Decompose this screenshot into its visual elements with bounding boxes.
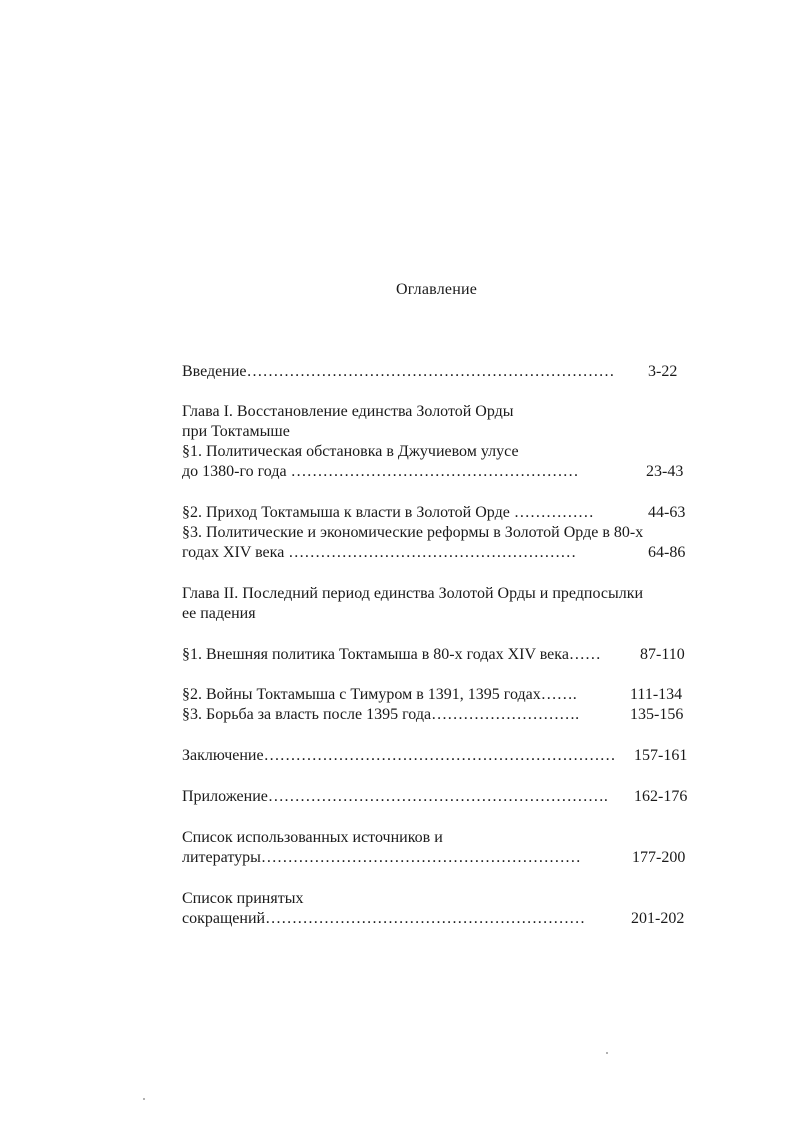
toc-chapter-2-title-cont: ее падения <box>182 605 256 622</box>
page-number: 3-22 <box>648 363 678 380</box>
toc-entry-sources: Список использованных источников и <box>182 829 443 846</box>
leader-dots: ……………………………………………… <box>288 544 577 561</box>
toc-section-1-3-cont <box>182 543 576 563</box>
entry-label: до 1380-го года <box>182 463 287 480</box>
entry-label: сокращений <box>182 910 266 927</box>
leader-dots: ……………………………………………… <box>290 463 579 480</box>
page-number: 201-202 <box>631 910 685 927</box>
entry-label: §2. Войны Токтамыша с Тимуром в 1391, 1395 годах <box>182 686 541 703</box>
toc-entry-abbreviations-cont <box>182 909 585 929</box>
toc-section-2-2 <box>182 685 577 705</box>
scan-speck <box>143 1098 145 1100</box>
toc-chapter-1-title-cont: при Токтамыше <box>182 423 290 440</box>
toc-entry-introduction <box>182 362 615 382</box>
toc-section-1-1-cont <box>182 462 579 482</box>
page-number: 177-200 <box>632 849 686 866</box>
page-number: 111-134 <box>630 686 683 703</box>
scan-speck <box>606 1052 608 1054</box>
toc-section-1-3: §3. Политические и экономические реформы в Золотой Орде в 80-х <box>182 524 644 541</box>
page-number: 135-156 <box>630 706 684 723</box>
toc-title: Оглавление <box>395 281 478 298</box>
page-number: 64-86 <box>648 544 686 561</box>
toc-entry-appendix <box>182 787 608 807</box>
toc-section-2-3 <box>182 705 579 725</box>
toc-section-1-2 <box>182 503 594 523</box>
leader-dots: …… <box>568 646 601 663</box>
leader-dots: ……. <box>540 686 577 703</box>
entry-label: §3. Борьба за власть после 1395 года <box>182 706 432 723</box>
leader-dots: ………………………………………………………. <box>267 788 608 805</box>
entry-label: §1. Внешняя политика Токтамыша в 80-х годах XIV века <box>182 646 569 663</box>
entry-label: литературы <box>182 849 261 866</box>
toc-chapter-2-title: Глава II. Последний период единства Золотой Орды и предпосылки <box>182 585 644 602</box>
toc-entry-sources-cont <box>182 848 581 868</box>
toc-section-2-1 <box>182 645 601 665</box>
entry-label: Приложение <box>182 788 268 805</box>
toc-entry-abbreviations: Список принятых <box>182 890 304 907</box>
leader-dots: …………………………………………………… <box>260 849 581 866</box>
leader-dots: ………………………………………………………… <box>263 747 616 764</box>
entry-label: §2. Приход Токтамыша к власти в Золотой Орде <box>182 504 510 521</box>
entry-label: годах XIV века <box>182 544 285 561</box>
page-number: 162-176 <box>634 788 688 805</box>
leader-dots: …………… <box>513 504 594 521</box>
toc-chapter-1-title: Глава I. Восстановление единства Золотой Орды <box>182 403 514 420</box>
page-number: 23-43 <box>646 463 684 480</box>
leader-dots: …………………………………………………………… <box>246 363 615 380</box>
toc-entry-conclusion <box>182 746 616 766</box>
page-number: 157-161 <box>634 747 688 764</box>
leader-dots: …………………………………………………… <box>265 910 586 927</box>
entry-label: Заключение <box>182 747 264 764</box>
toc-section-1-1: §1. Политическая обстановка в Джучиевом улусе <box>182 443 519 460</box>
page-number: 87-110 <box>640 646 685 663</box>
page-number: 44-63 <box>648 504 686 521</box>
leader-dots: ………………………. <box>431 706 580 723</box>
entry-label: Введение <box>182 363 247 380</box>
